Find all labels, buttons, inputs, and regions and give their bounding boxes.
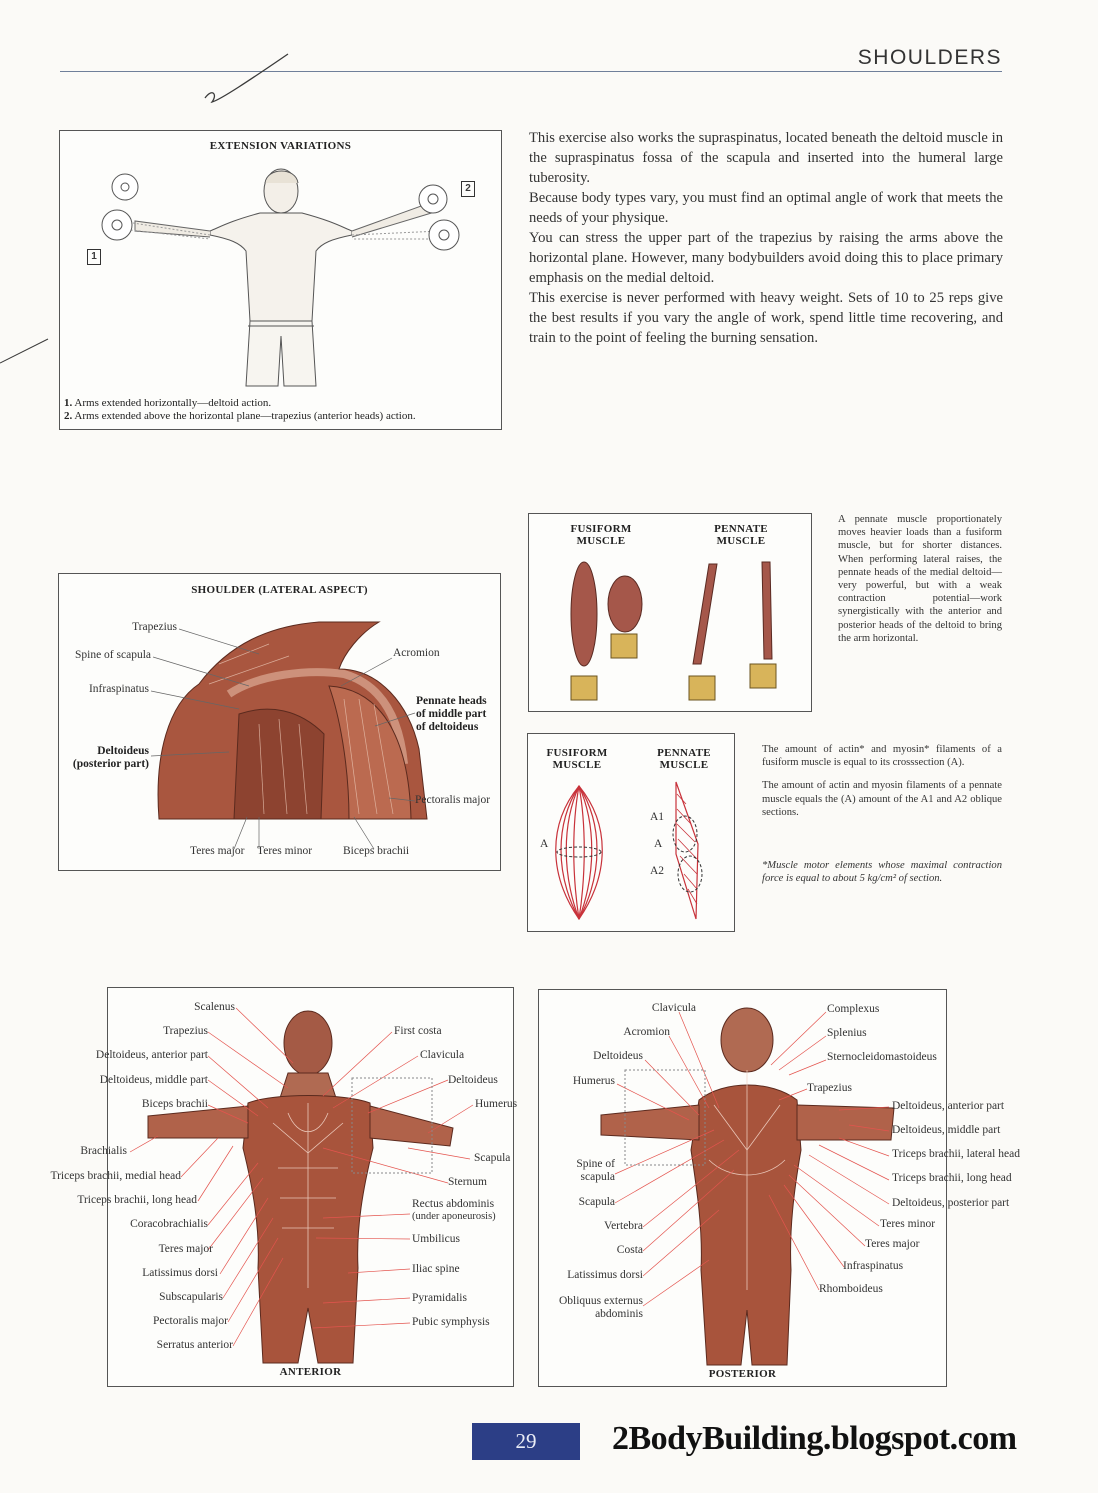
pen-checkmark [200, 50, 300, 110]
actin-note-p2: The amount of actin and myosin filaments of a pennate muscle equals the (A) amount of the A1 and A2 oblique sections. [762, 780, 1002, 818]
body-paragraph: This exercise is never performed with heavy weight. Sets of 10 to 25 reps give the best results if you vary the angle of work, spend little time recovering, and train to the point of feeling the burning sensation. [529, 290, 1003, 346]
ant-lbl: Deltoideus, anterior part [95, 1049, 208, 1061]
pennate-label-line1: PENNATE [714, 523, 768, 535]
ant-lbl: Pubic symphysis [412, 1316, 490, 1328]
marker-2: 2 [461, 181, 475, 197]
fusiform-pennate-box-2 [527, 733, 735, 932]
actin-note [762, 743, 1002, 895]
ant-lbl: Teres major [158, 1243, 213, 1255]
lbl-biceps-brachii: Biceps brachii [343, 845, 410, 857]
ant-lbl: Humerus [475, 1098, 518, 1110]
body-paragraph: This exercise also works the supraspinatus, located beneath the deltoid muscle in the supraspinatus fossa of the scapula and inserted into the humeral large tuberosity. [529, 130, 1003, 186]
marker-1: 1 [87, 249, 101, 265]
ant-lbl: Scalenus [194, 1001, 235, 1013]
post-lbl: Teres minor [880, 1218, 936, 1230]
ant-lbl: Iliac spine [412, 1263, 460, 1275]
pen-mark-left [0, 335, 60, 375]
ant-lbl: Triceps brachii, long head [77, 1194, 197, 1206]
post-lbl: Scapula [578, 1196, 615, 1208]
ant-lbl: Pectoralis major [152, 1315, 228, 1327]
label-a2: A2 [650, 865, 665, 877]
ant-lbl: Sternum [448, 1176, 487, 1188]
posterior-footer: POSTERIOR [708, 1368, 777, 1380]
ant-lbl: Deltoideus, middle part [99, 1074, 208, 1086]
caption-1-text: Arms extended horizontally—deltoid action. [74, 397, 272, 409]
anterior-box [50, 987, 518, 1387]
post-lbl: Obliquus externus [558, 1295, 643, 1307]
lbl-acromion: Acromion [393, 647, 440, 659]
fusiform-label-line2: MUSCLE [552, 759, 602, 771]
section-title: SHOULDERS [857, 46, 1002, 69]
ant-lbl: Pyramidalis [412, 1292, 467, 1304]
lbl-deltoideus-2: (posterior part) [72, 758, 149, 770]
extension-variations-box [59, 130, 502, 430]
pennate-label-line2: MUSCLE [659, 759, 709, 771]
post-lbl: Deltoideus, anterior part [892, 1100, 1005, 1112]
actin-note-p1: The amount of actin* and myosin* filaments of a fusiform muscle is equal to its crosssection (A). [762, 744, 1002, 769]
lbl-pennate-1: Pennate heads [416, 695, 487, 707]
post-lbl: Spine of [576, 1158, 615, 1170]
ant-lbl: Umbilicus [412, 1233, 460, 1245]
ant-lbl: First costa [394, 1025, 442, 1037]
fusiform-label-line1: FUSIFORM [570, 523, 632, 535]
posterior-box [538, 989, 1020, 1387]
fusiform-pennate-box-1 [528, 513, 812, 712]
ant-lbl: Triceps brachii, medial head [50, 1170, 181, 1182]
fusiform-pennate-illustration [529, 514, 811, 711]
lbl-spine-of-scapula: Spine of scapula [74, 649, 151, 661]
body-paragraph: You can stress the upper part of the trapezius by raising the arms above the horizontal plane. However, many bodybuilders avoid doing this to place primary emphasis on the medial deltoid. [529, 230, 1003, 286]
ant-lbl: Brachialis [80, 1145, 127, 1157]
actin-footnote: *Muscle motor elements whose maximal contraction force is equal to about 5 kg/cm² of section. [762, 860, 1002, 885]
ant-lbl: Serratus anterior [156, 1339, 233, 1351]
ant-lbl: (under aponeurosis) [412, 1211, 496, 1222]
body-text [529, 128, 1003, 348]
pennate-label-line2: MUSCLE [716, 535, 766, 547]
ant-lbl: Latissimus dorsi [142, 1267, 218, 1279]
pennate-label-line1: PENNATE [657, 747, 711, 759]
fiber-diagram [528, 734, 734, 931]
lateral-raise-figure [60, 131, 501, 391]
caption-1-num: 1. [64, 397, 73, 409]
lbl-pennate-3: of deltoideus [416, 721, 479, 733]
ant-lbl: Subscapularis [159, 1291, 223, 1303]
caption-2-num: 2. [64, 410, 73, 422]
pennate-note: A pennate muscle proportionately moves heavier loads than a fusiform muscle, but for shorter distances. When performing lateral raises, the pennate heads of the medial deltoid—very powerful, but with a weak contraction potential—work synergistically with the anterior and posterior heads of the deltoid to bring the arm horizontal. [838, 514, 1002, 644]
post-lbl: Complexus [827, 1003, 880, 1015]
post-lbl: scapula [580, 1171, 615, 1183]
label-a-right: A [654, 838, 663, 850]
label-a-left: A [540, 838, 549, 850]
lbl-pennate-2: of middle part [416, 708, 487, 720]
post-lbl: Sternocleidomastoideus [827, 1051, 937, 1063]
watermark: 2BodyBuilding.blogspot.com [612, 1420, 1017, 1457]
post-lbl: Vertebra [604, 1220, 643, 1232]
lbl-trapezius: Trapezius [132, 621, 177, 633]
post-lbl: Infraspinatus [843, 1260, 904, 1272]
extension-caption-2 [64, 410, 416, 423]
anterior-footer: ANTERIOR [279, 1366, 342, 1378]
fusiform-label-line2: MUSCLE [576, 535, 626, 547]
post-lbl: Deltoideus, middle part [892, 1124, 1001, 1136]
ant-lbl: Deltoideus [448, 1074, 498, 1086]
lbl-teres-minor: Teres minor [257, 845, 313, 857]
ant-lbl: Biceps brachii [141, 1098, 208, 1110]
post-lbl: Triceps brachii, lateral head [892, 1148, 1020, 1160]
ant-lbl: Scapula [474, 1152, 511, 1164]
lbl-pectoralis-major: Pectoralis major [415, 794, 491, 806]
post-lbl: abdominis [595, 1308, 643, 1320]
ant-lbl: Rectus abdominis [412, 1198, 495, 1210]
lbl-deltoideus-1: Deltoideus [97, 745, 149, 757]
post-lbl: Acromion [623, 1026, 670, 1038]
post-lbl: Deltoideus, posterior part [892, 1197, 1010, 1209]
post-lbl: Teres major [865, 1238, 920, 1250]
extension-caption-1 [64, 397, 271, 410]
body-paragraph: Because body types vary, you must find an optimal angle of work that meets the needs of your physique. [529, 190, 1003, 226]
label-a1: A1 [650, 811, 665, 823]
shoulder-title: SHOULDER (LATERAL ASPECT) [191, 584, 368, 596]
page-number: 29 [472, 1423, 580, 1460]
post-lbl: Clavicula [651, 1002, 696, 1014]
post-lbl: Triceps brachii, long head [892, 1172, 1012, 1184]
ant-lbl: Coracobrachialis [130, 1218, 208, 1230]
post-lbl: Deltoideus [593, 1050, 643, 1062]
post-lbl: Rhomboideus [819, 1283, 883, 1295]
post-lbl: Latissimus dorsi [567, 1269, 643, 1281]
post-lbl: Humerus [572, 1075, 615, 1087]
lbl-teres-major: Teres major [190, 845, 245, 857]
post-lbl: Costa [616, 1244, 643, 1256]
fusiform-label-line1: FUSIFORM [546, 747, 608, 759]
ant-lbl: Trapezius [163, 1025, 208, 1037]
ant-lbl: Clavicula [420, 1049, 465, 1061]
extension-title: EXTENSION VARIATIONS [209, 140, 352, 152]
lbl-infraspinatus: Infraspinatus [88, 683, 149, 695]
post-lbl: Trapezius [807, 1082, 852, 1094]
caption-2-text: Arms extended above the horizontal plane—trapezius (anterior heads) action. [74, 410, 416, 422]
post-lbl: Splenius [827, 1027, 867, 1039]
shoulder-lateral-box [58, 573, 501, 871]
